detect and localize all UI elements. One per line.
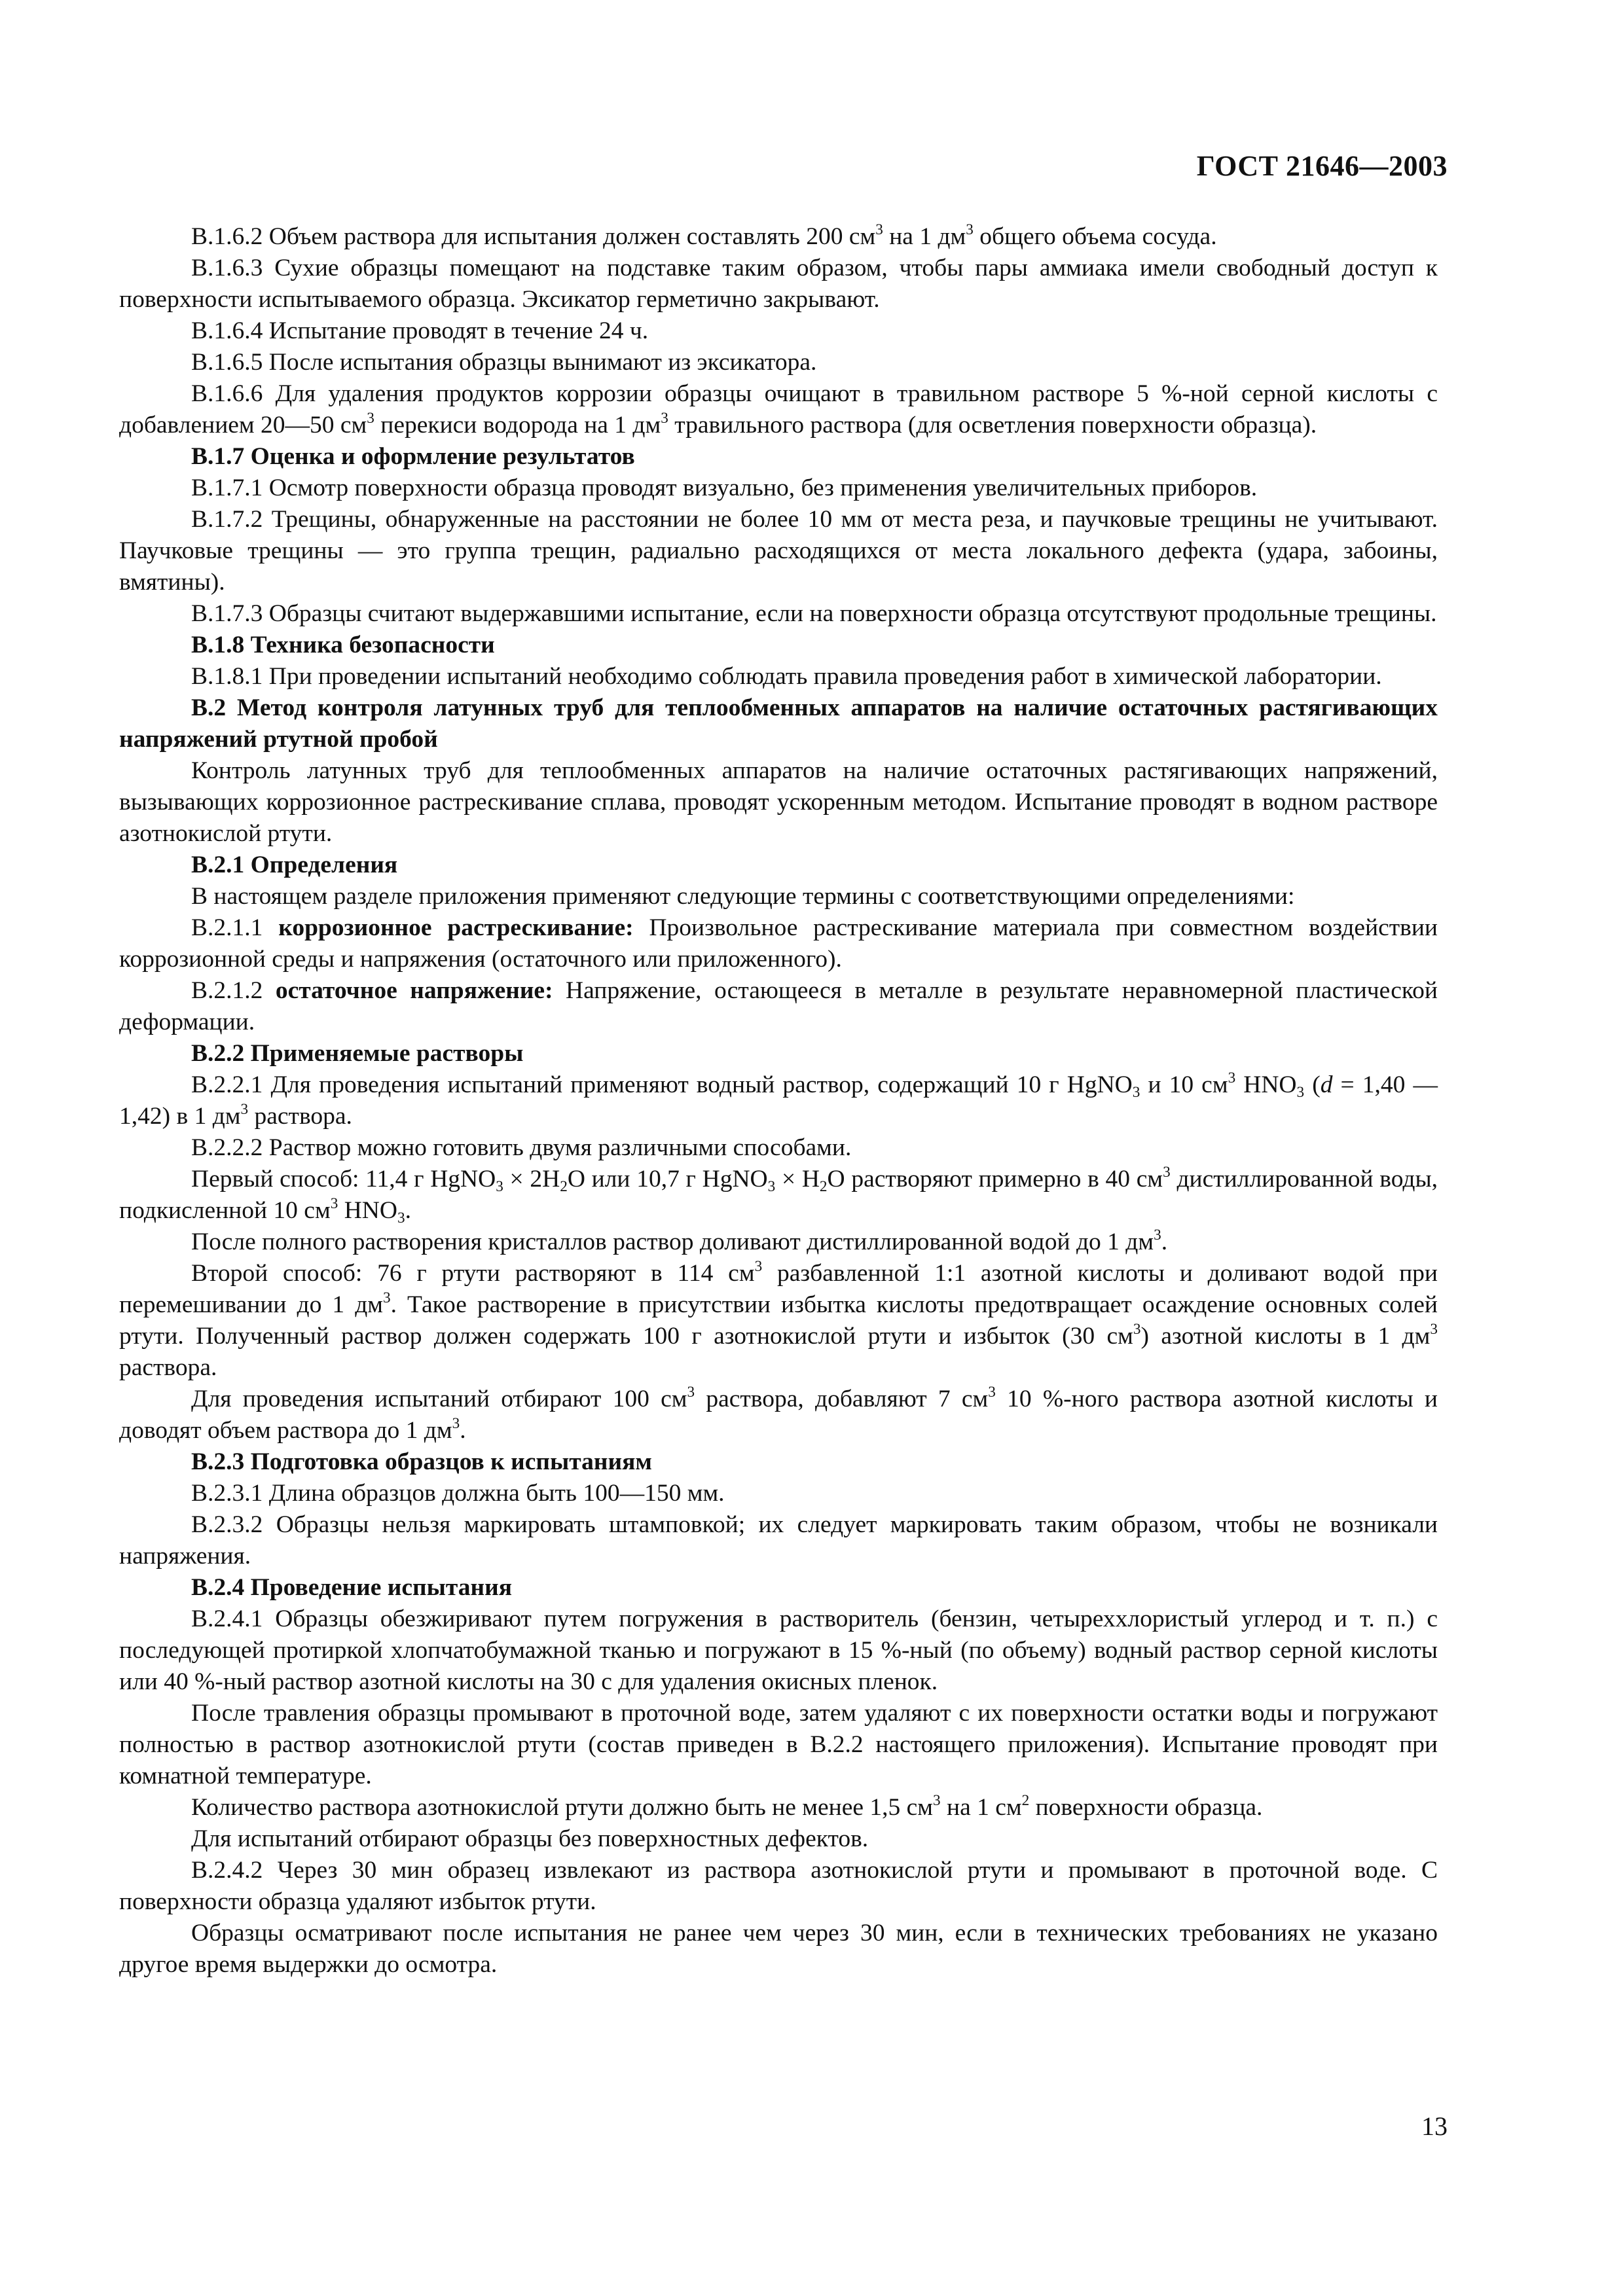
heading-b-2-2: В.2.2 Применяемые растворы [191,1040,524,1067]
paragraph-b-2-2-2: В.2.2.2 Раствор можно готовить двумя различными способами. [191,1134,852,1161]
paragraph-b-1-6-6: В.1.6.6 Для удаления продуктов коррозии образцы очищают в травильном растворе 5 %-ной серной кислоты с добавлением 20—50 $см^3$ перекиси водорода на 1 $дм^3$ травильного раствора (для осветления поверхности образца). [119,380,1438,439]
paragraph-b-2-3-2: В.2.3.2 Образцы нельзя маркировать штамповкой; их следует маркировать таким образом, чтобы не возникали напряжения. [119,1511,1438,1570]
paragraph-sample-selection: Для испытаний отбирают образцы без поверхностных дефектов. [191,1825,869,1852]
heading-b-1-8: В.1.8 Техника безопасности [191,632,495,658]
heading-b-2: В.2 Метод контроля латунных труб для теплообменных аппаратов на наличие остаточных растягивающих напряжений ртутной пробой [119,694,1438,753]
document-body [119,221,1438,1981]
paragraph-b-1-8-1: В.1.8.1 При проведении испытаний необходимо соблюдать правила проведения работ в химической лаборатории. [191,663,1382,690]
page-number: 13 [1421,2111,1448,2141]
paragraph-b-2-3-1: В.2.3.1 Длина образцов должна быть 100—150 мм. [191,1480,725,1507]
paragraph-b-2-4-2: В.2.4.2 Через 30 мин образец извлекают из раствора азотнокислой ртути и промывают в проточной воде. С поверхности образца удаляют избыток ртути. [119,1857,1438,1915]
term-corrosion-cracking: коррозионное растрескивание: [278,914,634,941]
paragraph-test-solution: Для проведения испытаний отбирают 100 $см^3$ раствора, добавляют 7 $см^3$ 10 %-ного раствора азотной кислоты и доводят объем раствора до 1 $дм^3$. [119,1383,1438,1444]
paragraph-b-2-4-1: В.2.4.1 Образцы обезжиривают путем погружения в растворитель (бензин, четыреххлористый углерод и т. п.) с последующей протиркой хлопчатобумажной тканью и погружают в 15 %-ный (по объему) водный раствор серной кислоты или 40 %-ный раствор азотной кислоты на 30 с для удаления окисных пленок. [119,1605,1438,1695]
paragraph-b-2-1-intro: В настоящем разделе приложения применяют следующие термины с соответствующими определениями: [191,883,1295,910]
heading-b-2-4: В.2.4 Проведение испытания [191,1574,512,1601]
paragraph-b-1-6-5: В.1.6.5 После испытания образцы вынимают из эксикатора. [191,349,817,376]
paragraph-after-etching: После травления образцы промывают в проточной воде, затем удаляют с их поверхности остатки воды и погружают полностью в раствор азотнокислой ртути (состав приведен в В.2.2 настоящего приложения). Испытание проводят при комнатной температуре. [119,1700,1438,1789]
paragraph-b-2-1-1: В.2.1.1 коррозионное растрескивание: Произвольное растрескивание материала при совместном воздействии коррозионной среды и напряжения (остаточного или приложенного). [119,914,1438,973]
paragraph-inspection: Образцы осматривают после испытания не ранее чем через 30 мин, если в технических требованиях не указано другое время выдержки до осмотра. [119,1920,1438,1978]
paragraph-method-two: Второй способ: 76 г ртути растворяют в 114 $см^3$ разбавленной 1:1 азотной кислоты и доливают водой при перемешивании до 1 $дм^3$. Такое растворение в присутствии избытка кислоты предотвращает осаждение основных солей ртути. Полученный раствор должен содержать 100 г азотнокислой ртути и избыток (30 $см^3$) азотной кислоты в 1 $дм^3$ раствора. [119,1257,1438,1381]
document-header-standard-id: ГОСТ 21646—2003 [1196,150,1448,182]
paragraph-b-1-7-2: В.1.7.2 Трещины, обнаруженные на расстоянии не более 10 мм от места реза, и паучковые трещины не учитывают. Паучковые трещины — это группа трещин, радиально расходящихся от места локального дефекта (удара, забоины, вмятины). [119,506,1438,596]
paragraph-b-2-1-2: В.2.1.2 остаточное напряжение: Напряжение, остающееся в металле в результате неравномерной пластической деформации. [119,977,1438,1035]
paragraph-b-1-7-3: В.1.7.3 Образцы считают выдержавшими испытание, если на поверхности образца отсутствуют продольные трещины. [191,600,1437,627]
paragraph-b-1-6-2: В.1.6.2 Объем раствора для испытания должен составлять 200 $см^3$ на 1 $дм^3$ общего объема сосуда. [191,221,1217,250]
heading-b-1-7: В.1.7 Оценка и оформление результатов [191,443,635,470]
paragraph-after-dissolution: После полного растворения кристаллов раствор доливают дистиллированной водой до 1 $дм^3$. [191,1226,1168,1255]
heading-b-2-1: В.2.1 Определения [191,852,398,878]
paragraph-solution-amount: Количество раствора азотнокислой ртути должно быть не менее 1,5 $см^3$ на 1 $см^2$ поверхности образца. [191,1791,1263,1821]
term-residual-stress: остаточное напряжение: [275,977,553,1004]
paragraph-method-one: Первый способ: 11,4 г HgNO$_3$ × $2H_2O$ или 10,7 г HgNO$_3$ × $H_2O$ растворяют примерно в 40 $см^3$ дистиллированной воды, подкисленной 10 $см^3$ $HNO_3$. [119,1163,1438,1227]
paragraph-b-1-6-4: В.1.6.4 Испытание проводят в течение 24 ч. [191,317,649,344]
heading-b-2-3: В.2.3 Подготовка образцов к испытаниям [191,1448,652,1475]
paragraph-b-2-2-1: В.2.2.1 Для проведения испытаний применяют водный раствор, содержащий 10 г HgNO$_3$ и 10 $см^3$ $HNO_3$ (d = 1,40 — 1,42) в 1 $дм^3$ раствора. [119,1069,1438,1130]
paragraph-b-1-6-3: В.1.6.3 Сухие образцы помещают на подставке таким образом, чтобы пары аммиака имели свободный доступ к поверхности испытываемого образца. Эксикатор герметично закрывают. [119,255,1438,313]
paragraph-b-1-7-1: В.1.7.1 Осмотр поверхности образца проводят визуально, без применения увеличительных приборов. [191,475,1258,501]
paragraph-b-2-intro: Контроль латунных труб для теплообменных аппаратов на наличие остаточных растягивающих напряжений, вызывающих коррозионное растрескивание сплава, проводят ускоренным методом. Испытание проводят в водном растворе азотнокислой ртути. [119,757,1438,847]
